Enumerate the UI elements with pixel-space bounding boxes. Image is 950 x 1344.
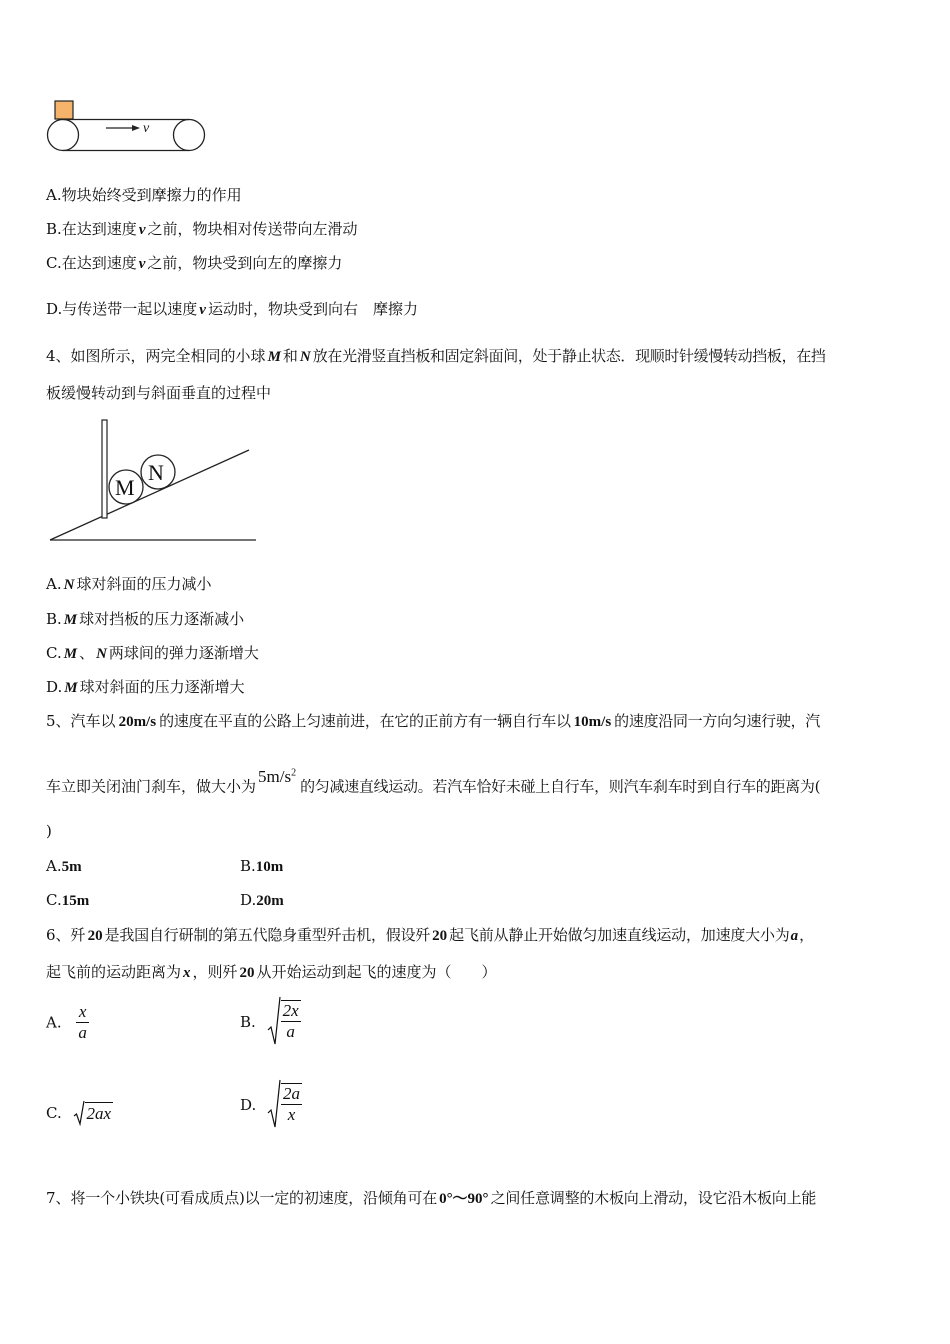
q5-option-a [46, 856, 82, 877]
fraction-2x-over-a [281, 1000, 301, 1042]
block [55, 101, 73, 119]
ball-n-label: N [148, 460, 164, 485]
q5-stem-line3 [46, 821, 52, 841]
option-letter: D. [240, 891, 257, 909]
option-letter: D. [46, 678, 63, 696]
left-roller [48, 120, 79, 151]
var-x: x [183, 965, 191, 981]
q6-text: 起飞前从静止开始做匀加速直线运动，加速度大小为 [449, 926, 790, 944]
option-letter: C. [46, 254, 62, 272]
q5-stem-line1 [46, 711, 820, 732]
q4-option-d [46, 677, 245, 698]
option-text: 15m [61, 893, 90, 909]
option-letter: C. [46, 891, 62, 909]
q5-text: 的匀减速直线运动。若汽车恰好未碰上自行车，则汽车刹车时到自行车的距离为( [300, 777, 821, 796]
acceleration-value [256, 767, 300, 786]
option-text-pre: 与传送带一起以速度 [62, 300, 198, 318]
option-letter: A. [46, 1013, 62, 1032]
number-20: 20 [87, 928, 103, 944]
numerator: 2x [282, 1001, 299, 1020]
q4-text: 和 [282, 347, 298, 365]
acceleration-base: 5m/s [258, 766, 292, 786]
option-text-pre: 在达到速度 [61, 220, 137, 238]
q6-text: ，则歼 [192, 963, 238, 981]
speed-car: 20m/s [118, 714, 157, 730]
option-text: 10m [255, 859, 284, 875]
q4-stem-line2 [46, 383, 271, 403]
fraction-x-over-a [76, 1002, 89, 1043]
option-letter: B. [240, 857, 256, 875]
velocity-arrowhead [132, 125, 140, 131]
var-n: N [96, 646, 107, 662]
question-number: 5、 [46, 712, 71, 730]
numerator: x [76, 1002, 89, 1023]
var-a: a [790, 928, 799, 944]
q6-option-d [240, 1079, 302, 1131]
q6-text: 是我国自行研制的第五代隐身重型歼击机，假设歼 [104, 926, 431, 944]
q4-text: 放在光滑竖直挡板和固定斜面间，处于静止状态．现顺时针缓慢转动挡板，在挡 [312, 347, 826, 365]
var-m: M [63, 612, 78, 628]
q4-text: 板缓慢转动到与斜面垂直的过程中 [46, 384, 272, 402]
conveyor-belt-diagram [44, 98, 210, 156]
q3-option-c [46, 253, 342, 274]
fraction-2a-over-x [281, 1083, 302, 1125]
q6-text: 从开始运动到起飞的速度为（ ） [256, 963, 497, 981]
option-letter: B. [240, 1013, 256, 1031]
number-20: 20 [432, 928, 448, 944]
q6-stem-line2 [46, 962, 497, 983]
sqrt-2a-over-x [267, 1079, 302, 1131]
q4-text: 如图所示，两完全相同的小球 [70, 347, 266, 365]
q3-option-a [46, 185, 242, 205]
var-v: v [138, 222, 146, 238]
speed-bike: 10m/s [573, 714, 612, 730]
option-letter: D. [46, 300, 63, 318]
numerator: 2a [283, 1084, 301, 1103]
option-text-post: 之前，物块受到向左的摩擦力 [147, 254, 343, 272]
option-letter: B. [46, 220, 62, 238]
q3-option-d [46, 299, 418, 320]
velocity-label: v [143, 121, 150, 136]
q5-text: 的速度沿同一方向匀速行驶，汽 [614, 712, 820, 730]
option-letter: C. [46, 1104, 62, 1122]
option-letter: A. [46, 186, 62, 204]
option-text-pre: 在达到速度 [61, 254, 137, 272]
option-text: 两球间的弹力逐渐增大 [108, 644, 259, 662]
denominator: x [287, 1105, 296, 1124]
baffle-board [102, 420, 107, 518]
incline-balls-diagram [46, 416, 260, 546]
radical-sign-icon [267, 996, 281, 1048]
sqrt-2x-over-a [267, 996, 301, 1048]
radical-sign-icon [73, 1100, 85, 1126]
q4-option-b [46, 609, 244, 630]
q5-text: ) [46, 822, 52, 840]
option-letter: A. [46, 575, 62, 593]
var-v: v [199, 302, 206, 318]
q6-text: 起飞前的运动距离为 [46, 963, 182, 981]
q7-text: 之间任意调整的木板向上滑动，设它沿木板向上能 [490, 1189, 817, 1207]
option-text: 20m [256, 893, 284, 909]
option-letter: B. [46, 610, 62, 628]
q6-stem-line1 [46, 925, 814, 946]
number-20: 20 [239, 965, 255, 981]
question-number: 7、 [46, 1189, 71, 1207]
radical-sign-icon [267, 1079, 281, 1131]
denominator: a [78, 1023, 87, 1042]
option-text: 球对挡板的压力逐渐减小 [79, 610, 245, 628]
var-v: v [138, 256, 146, 272]
option-text: 球对斜面的压力减小 [76, 575, 212, 593]
radicand: 2ax [86, 1103, 112, 1123]
q6-option-a [46, 1002, 89, 1043]
option-letter: C. [46, 644, 62, 662]
acceleration-exponent: 2 [291, 767, 297, 778]
q4-option-a [46, 574, 211, 595]
q6-text: ， [799, 926, 815, 944]
ball-m-label: M [115, 475, 135, 500]
q5-stem-line2 [46, 766, 821, 797]
q5-text: 汽车以 [70, 712, 116, 730]
q4-stem-line1 [46, 346, 826, 367]
option-text: 5m [61, 859, 82, 875]
q5-option-c [46, 890, 89, 911]
var-m: M [63, 646, 78, 662]
var-m: M [64, 680, 78, 696]
q6-option-c [46, 1100, 113, 1126]
var-m: M [267, 349, 281, 365]
separator: 、 [79, 644, 95, 662]
angle-range: 0°～90° [439, 1191, 489, 1207]
q6-option-b [240, 996, 301, 1048]
q4-option-c [46, 643, 259, 664]
question-number: 4、 [46, 347, 71, 365]
question-number: 6、 [46, 926, 71, 944]
option-letter: D. [240, 1096, 257, 1114]
sqrt-2ax [73, 1100, 114, 1126]
var-n: N [63, 577, 75, 593]
q5-text: 的速度在平直的公路上匀速前进，在它的正前方有一辆自行车以 [159, 712, 571, 730]
q5-option-d [240, 890, 284, 911]
var-n: N [299, 349, 311, 365]
q5-option-b [240, 856, 283, 877]
q3-option-b [46, 219, 358, 240]
q6-text: 歼 [70, 926, 86, 944]
option-text: 球对斜面的压力逐渐增大 [79, 678, 245, 696]
q7-stem-line1 [46, 1188, 816, 1209]
option-letter: A. [46, 857, 62, 875]
option-text: 物块始终受到摩擦力的作用 [61, 186, 242, 204]
q5-text: 车立即关闭油门刹车，做大小为 [46, 777, 257, 796]
denominator: a [286, 1022, 295, 1041]
right-roller [174, 120, 205, 151]
option-text-post: 运动时，物块受到向右 摩擦力 [207, 300, 418, 318]
option-text-post: 之前，物块相对传送带向左滑动 [147, 220, 358, 238]
q7-text: 将一个小铁块(可看成质点)以一定的初速度，沿倾角可在 [70, 1189, 438, 1207]
